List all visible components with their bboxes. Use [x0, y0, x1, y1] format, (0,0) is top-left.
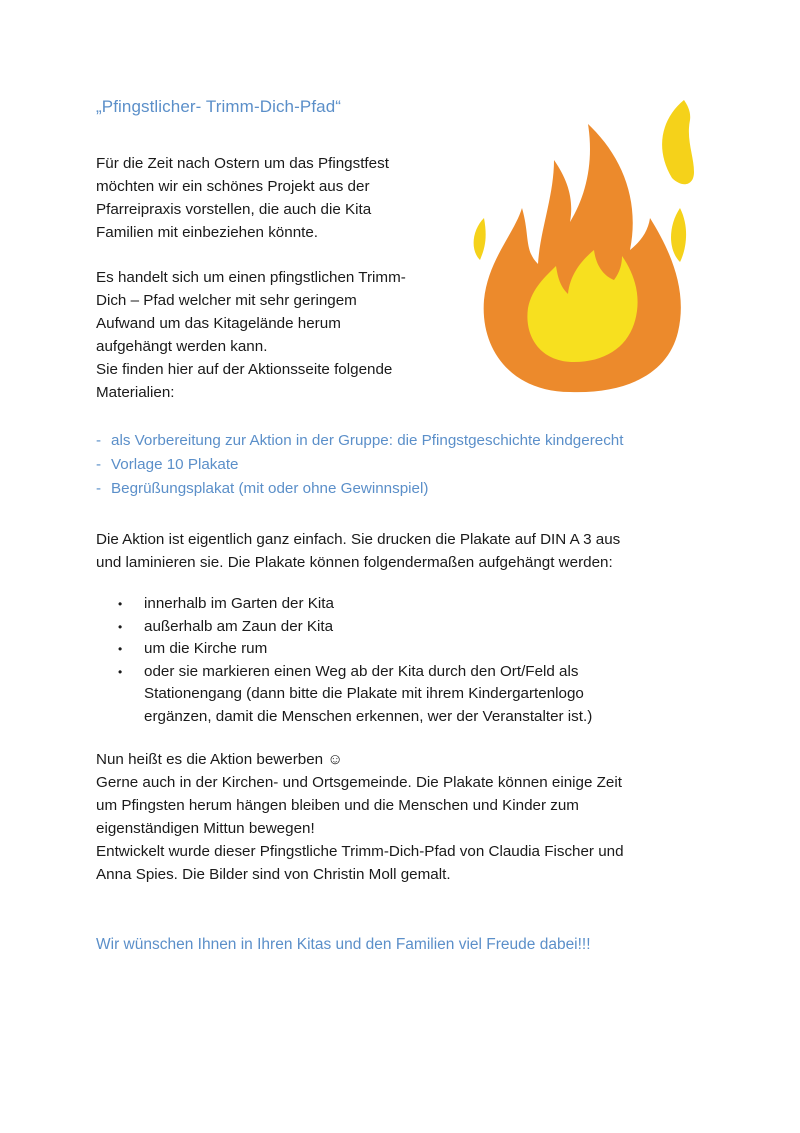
list-item-text: als Vorbereitung zur Aktion in der Gruppe: die Pfingstgeschichte kindgerecht — [111, 432, 624, 449]
list-item-text: innerhalb im Garten der Kita — [144, 595, 334, 612]
list-item-text: ergänzen, damit die Menschen erkennen, wer der Veranstalter ist.) — [144, 707, 593, 725]
text-line: Aufwand um das Kitagelände herum — [96, 315, 341, 332]
flame-icon — [462, 100, 702, 400]
flame-tip-left — [474, 218, 486, 260]
materials-list — [96, 429, 623, 501]
dash-marker: - — [96, 456, 102, 473]
text-line: Dich – Pfad welcher mit sehr geringem — [96, 292, 357, 309]
text-line: Pfarreipraxis vorstellen, die auch die Kita — [96, 201, 372, 218]
list-item-text: Begrüßungsplakat (mit oder ohne Gewinnspiel) — [111, 480, 429, 497]
list-item — [118, 638, 592, 661]
text-line: Nun heißt es die Aktion bewerben ☺ — [96, 751, 343, 768]
flame-tip-right-top — [662, 100, 694, 184]
list-item-text: Stationengang (dann bitte die Plakate mit ihrem Kindergartenlogo — [144, 685, 584, 702]
bullet-icon: • — [118, 597, 123, 611]
list-item — [96, 429, 623, 453]
intro-paragraph — [96, 152, 389, 244]
list-item — [118, 616, 592, 639]
text-line: eigenständigen Mittun bewegen! — [96, 820, 315, 837]
text-line: Es handelt sich um einen pfingstlichen Trimm- — [96, 269, 406, 286]
bullet-icon: • — [118, 642, 123, 656]
bullet-icon: • — [118, 664, 123, 679]
text-line: um Pfingsten herum hängen bleiben und die Menschen und Kinder zum — [96, 797, 579, 814]
text-line: Für die Zeit nach Ostern um das Pfingstfest — [96, 155, 389, 172]
list-item — [96, 453, 623, 477]
text-line: Gerne auch in der Kirchen- und Ortsgemeinde. Die Plakate können einige Zeit — [96, 774, 622, 791]
flame-tip-right-side — [671, 208, 686, 262]
list-item — [118, 593, 592, 616]
action-paragraph — [96, 528, 620, 574]
text-line: Die Aktion ist eigentlich ganz einfach. Sie drucken die Plakate auf DIN A 3 aus — [96, 531, 621, 548]
text-line: möchten wir ein schönes Projekt aus der — [96, 178, 370, 195]
text-line: Materialien: — [96, 384, 175, 401]
text-line: und laminieren sie. Die Plakate können folgendermaßen aufgehängt werden: — [96, 554, 613, 571]
bullet-icon: • — [118, 619, 123, 634]
outro-paragraph — [96, 748, 624, 886]
list-item-text: um die Kirche rum — [144, 640, 268, 657]
text-line: Sie finden hier auf der Aktionsseite folgende — [96, 361, 393, 378]
options-list — [118, 593, 592, 728]
closing-line: Wir wünschen Ihnen in Ihren Kitas und den Familien viel Freude dabei!!! — [96, 936, 591, 953]
text-line: aufgehängt werden kann. — [96, 338, 268, 355]
dash-marker: - — [96, 480, 102, 497]
list-item-text: oder sie markieren einen Weg ab der Kita durch den Ort/Feld als — [144, 662, 579, 680]
text-line: Familien mit einbeziehen könnte. — [96, 224, 319, 241]
list-item — [118, 661, 592, 729]
list-item-text: außerhalb am Zaun der Kita — [144, 617, 334, 635]
text-line: Anna Spies. Die Bilder sind von Christin Moll gemalt. — [96, 866, 451, 883]
list-item — [96, 477, 623, 501]
page-title: „Pfingstlicher- Trimm-Dich-Pfad“ — [96, 97, 342, 116]
dash-marker: - — [96, 432, 102, 449]
description-paragraph — [96, 266, 406, 404]
list-item-text: Vorlage 10 Plakate — [111, 456, 239, 473]
text-line: Entwickelt wurde dieser Pfingstliche Trimm-Dich-Pfad von Claudia Fischer und — [96, 843, 624, 860]
